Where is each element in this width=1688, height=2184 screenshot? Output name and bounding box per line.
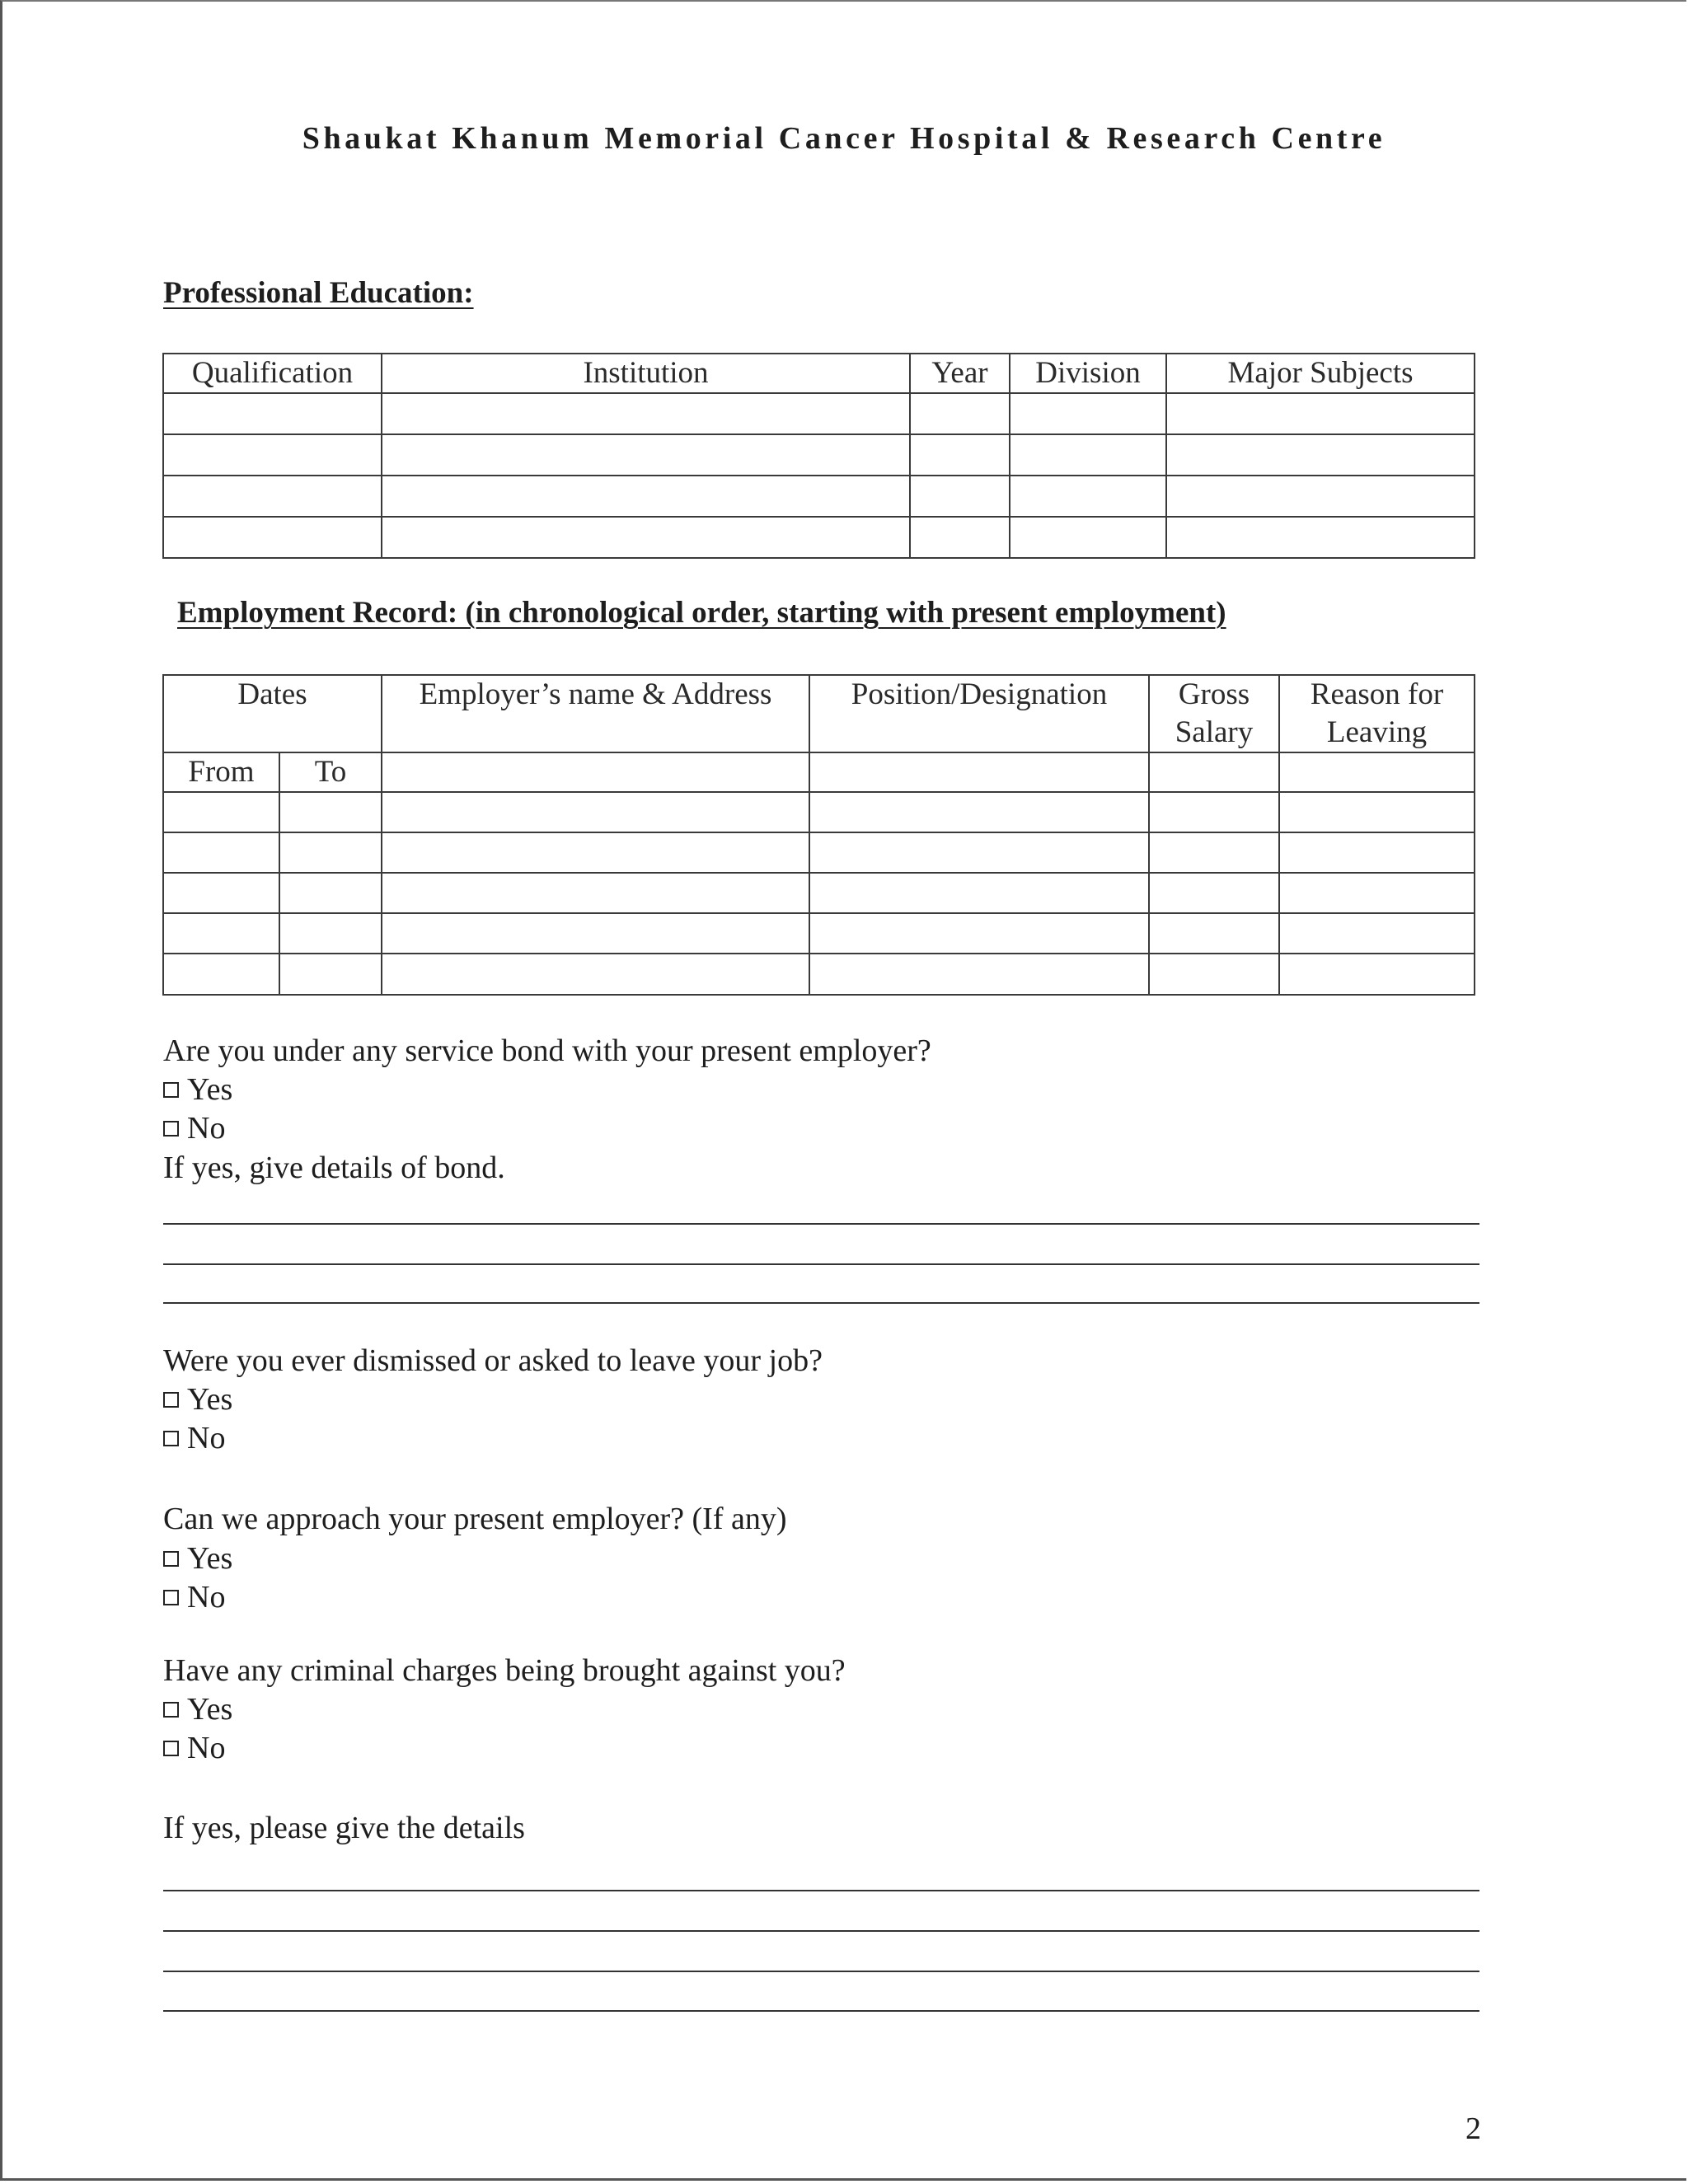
answer-line[interactable]	[163, 1930, 1479, 1932]
answer-line[interactable]	[163, 1223, 1479, 1225]
service-bond-no-option[interactable]	[163, 1109, 225, 1147]
cell-year[interactable]	[910, 434, 1010, 476]
col-dates: Dates	[163, 675, 382, 752]
cell-position[interactable]	[809, 752, 1149, 792]
col-to: To	[279, 752, 382, 792]
cell-to[interactable]	[279, 832, 382, 873]
cell-to[interactable]	[279, 913, 382, 954]
cell-position[interactable]	[809, 832, 1149, 873]
table-row	[163, 434, 1475, 476]
cell-to[interactable]	[279, 792, 382, 832]
service-bond-yes-option[interactable]	[163, 1071, 232, 1108]
cell-employer[interactable]	[382, 873, 809, 913]
checkbox-icon[interactable]	[163, 1741, 179, 1756]
col-from: From	[163, 752, 279, 792]
cell-reason[interactable]	[1279, 873, 1475, 913]
professional-education-table	[162, 353, 1475, 559]
cell-institution[interactable]	[382, 517, 910, 558]
checkbox-icon[interactable]	[163, 1121, 179, 1137]
table-row	[163, 792, 1475, 832]
cell-position[interactable]	[809, 792, 1149, 832]
answer-line[interactable]	[163, 2010, 1479, 2012]
option-label: Yes	[187, 1541, 233, 1576]
cell-employer[interactable]	[382, 752, 809, 792]
cell-qualification[interactable]	[163, 517, 382, 558]
col-employer-name-address: Employer’s name & Address	[382, 675, 809, 752]
cell-position[interactable]	[809, 873, 1149, 913]
cell-to[interactable]	[279, 954, 382, 995]
dismissed-no-option[interactable]	[163, 1419, 225, 1457]
col-gross-salary-line1: Gross	[1178, 677, 1250, 711]
col-division: Division	[1010, 354, 1166, 393]
cell-gross-salary[interactable]	[1149, 792, 1279, 832]
cell-reason[interactable]	[1279, 913, 1475, 954]
option-label: No	[187, 1580, 226, 1615]
col-year: Year	[910, 354, 1010, 393]
cell-from[interactable]	[163, 832, 279, 873]
cell-major-subjects[interactable]	[1166, 476, 1475, 517]
cell-year[interactable]	[910, 517, 1010, 558]
table-row	[163, 913, 1475, 954]
col-qualification: Qualification	[163, 354, 382, 393]
col-position-designation: Position/Designation	[809, 675, 1149, 752]
document-title: Shaukat Khanum Memorial Cancer Hospital & Research Centre	[302, 121, 1386, 156]
cell-gross-salary[interactable]	[1149, 954, 1279, 995]
service-bond-followup: If yes, give details of bond.	[163, 1151, 505, 1185]
table-row	[163, 873, 1475, 913]
option-label: No	[187, 1111, 226, 1146]
cell-position[interactable]	[809, 954, 1149, 995]
cell-reason[interactable]	[1279, 954, 1475, 995]
cell-gross-salary[interactable]	[1149, 913, 1279, 954]
approach-employer-no-option[interactable]	[163, 1578, 225, 1616]
answer-line[interactable]	[163, 1302, 1479, 1304]
employment-record-table	[162, 674, 1475, 996]
cell-year[interactable]	[910, 393, 1010, 434]
col-gross-salary-line2: Salary	[1175, 715, 1254, 749]
criminal-charges-no-option[interactable]	[163, 1729, 225, 1767]
employment-subheader-row	[163, 752, 1475, 792]
cell-from[interactable]	[163, 954, 279, 995]
cell-institution[interactable]	[382, 434, 910, 476]
cell-employer[interactable]	[382, 832, 809, 873]
cell-institution[interactable]	[382, 393, 910, 434]
criminal-charges-followup: If yes, please give the details	[163, 1811, 525, 1845]
cell-qualification[interactable]	[163, 476, 382, 517]
cell-employer[interactable]	[382, 792, 809, 832]
table-row	[163, 517, 1475, 558]
cell-institution[interactable]	[382, 476, 910, 517]
col-major-subjects: Major Subjects	[1166, 354, 1475, 393]
option-label: No	[187, 1421, 226, 1455]
cell-gross-salary[interactable]	[1149, 832, 1279, 873]
col-reason-line1: Reason for	[1310, 677, 1444, 711]
cell-gross-salary[interactable]	[1149, 752, 1279, 792]
cell-reason[interactable]	[1279, 832, 1475, 873]
answer-line[interactable]	[163, 1263, 1479, 1265]
cell-employer[interactable]	[382, 954, 809, 995]
employment-record-heading: Employment Record: (in chronological order, starting with present employment)	[177, 596, 1226, 630]
col-reason-line2: Leaving	[1326, 715, 1428, 749]
checkbox-icon[interactable]	[163, 1082, 179, 1098]
page-number: 2	[1465, 2111, 1481, 2146]
cell-from[interactable]	[163, 873, 279, 913]
option-label: Yes	[187, 1692, 233, 1727]
answer-line[interactable]	[163, 1890, 1479, 1891]
option-label: Yes	[187, 1072, 233, 1107]
dismissed-yes-option[interactable]	[163, 1380, 232, 1418]
col-gross-salary	[1149, 675, 1279, 752]
cell-division[interactable]	[1010, 476, 1166, 517]
cell-major-subjects[interactable]	[1166, 393, 1475, 434]
cell-to[interactable]	[279, 873, 382, 913]
cell-qualification[interactable]	[163, 393, 382, 434]
table-row	[163, 476, 1475, 517]
cell-division[interactable]	[1010, 393, 1166, 434]
cell-from[interactable]	[163, 913, 279, 954]
col-institution: Institution	[382, 354, 910, 393]
checkbox-icon[interactable]	[163, 1551, 179, 1567]
criminal-charges-yes-option[interactable]	[163, 1690, 232, 1728]
checkbox-icon[interactable]	[163, 1590, 179, 1605]
option-label: No	[187, 1731, 226, 1765]
employment-header-row	[163, 675, 1475, 752]
approach-employer-question: Can we approach your present employer? (If any)	[163, 1502, 787, 1536]
cell-gross-salary[interactable]	[1149, 873, 1279, 913]
approach-employer-yes-option[interactable]	[163, 1540, 232, 1577]
cell-employer[interactable]	[382, 913, 809, 954]
cell-reason[interactable]	[1279, 752, 1475, 792]
cell-position[interactable]	[809, 913, 1149, 954]
cell-from[interactable]	[163, 792, 279, 832]
cell-major-subjects[interactable]	[1166, 517, 1475, 558]
option-label: Yes	[187, 1382, 233, 1417]
checkbox-icon[interactable]	[163, 1431, 179, 1446]
service-bond-question: Are you under any service bond with your present employer?	[163, 1033, 931, 1068]
professional-education-heading: Professional Education:	[163, 276, 474, 310]
answer-line[interactable]	[163, 1971, 1479, 1972]
table-row	[163, 954, 1475, 995]
cell-year[interactable]	[910, 476, 1010, 517]
checkbox-icon[interactable]	[163, 1702, 179, 1718]
cell-division[interactable]	[1010, 517, 1166, 558]
table-row	[163, 832, 1475, 873]
col-reason-for-leaving	[1279, 675, 1475, 752]
cell-qualification[interactable]	[163, 434, 382, 476]
dismissed-question: Were you ever dismissed or asked to leave your job?	[163, 1343, 823, 1378]
cell-major-subjects[interactable]	[1166, 434, 1475, 476]
education-header-row	[163, 354, 1475, 393]
criminal-charges-question: Have any criminal charges being brought against you?	[163, 1653, 846, 1688]
cell-division[interactable]	[1010, 434, 1166, 476]
checkbox-icon[interactable]	[163, 1392, 179, 1408]
table-row	[163, 393, 1475, 434]
cell-reason[interactable]	[1279, 792, 1475, 832]
